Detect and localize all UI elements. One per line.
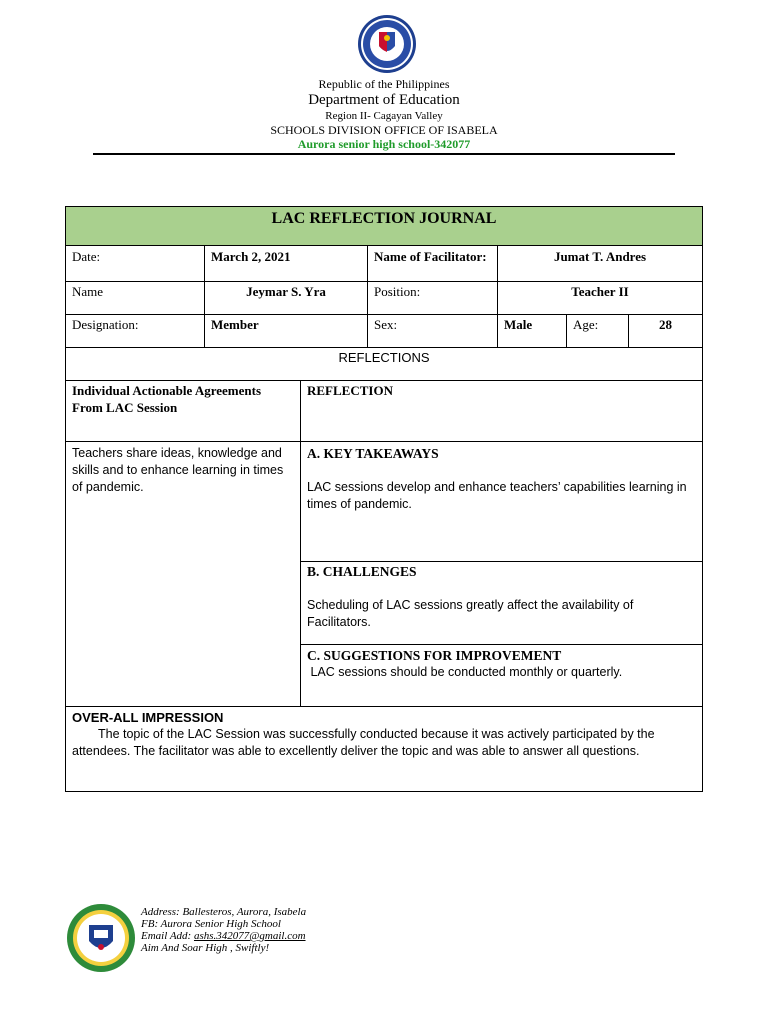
overall-impression-text: The topic of the LAC Session was successfully conducted because it was actively participated by the attendees. The facilitator was able to excellently deliver the topic and was able to answer all questions. <box>72 727 655 758</box>
designation-value: Member <box>211 317 259 332</box>
column-divider <box>628 314 629 347</box>
reflections-heading: REFLECTIONS <box>338 350 430 365</box>
reflection-heading: REFLECTION <box>307 383 393 398</box>
footer-address: Address: Ballesteros, Aurora, Isabela <box>141 906 307 918</box>
agreements-text: Teachers share ideas, knowledge and skills and to enhance learning in times of pandemic. <box>72 446 284 494</box>
name-value: Jeymar S. Yra <box>246 284 326 299</box>
challenges-text: Scheduling of LAC sessions greatly affect the availability of Facilitators. <box>307 598 634 629</box>
overall-impression-heading: OVER-ALL IMPRESSION <box>72 710 224 725</box>
region-line: Region II- Cagayan Valley <box>325 110 443 122</box>
column-divider <box>497 246 498 347</box>
republic-line: Republic of the Philippines <box>318 77 450 91</box>
column-divider <box>367 246 368 347</box>
suggestions-text: LAC sessions should be conducted monthly or quarterly. <box>307 665 623 679</box>
age-label: Age: <box>573 317 599 332</box>
footer-email-label: Email Add: <box>141 930 194 942</box>
designation-label: Designation: <box>72 317 139 332</box>
footer-email-line <box>141 930 306 942</box>
sex-value: Male <box>504 317 533 332</box>
division-line: SCHOOLS DIVISION OFFICE OF ISABELA <box>270 123 498 137</box>
reflection-journal-table <box>65 206 703 792</box>
challenges-heading: B. CHALLENGES <box>307 564 417 579</box>
agreements-heading: Individual Actionable Agreements From LAC Session <box>72 383 262 415</box>
sex-label: Sex: <box>374 317 398 332</box>
facilitator-label: Name of Facilitator: <box>374 249 487 264</box>
age-value: 28 <box>659 317 672 332</box>
school-logo <box>66 903 136 973</box>
column-divider <box>566 314 567 347</box>
deped-seal-logo <box>357 14 417 74</box>
row-divider <box>66 441 702 442</box>
header-divider <box>93 153 675 155</box>
date-value: March 2, 2021 <box>211 249 291 264</box>
key-takeaways-heading: A. KEY TAKEAWAYS <box>307 446 439 461</box>
date-label: Date: <box>72 249 101 264</box>
school-line: Aurora senior high school-342077 <box>297 137 471 151</box>
footer-motto: Aim And Soar High , Swiftly! <box>141 942 270 954</box>
column-divider <box>204 246 205 347</box>
name-label: Name <box>72 284 104 299</box>
letterhead <box>0 77 768 152</box>
position-value: Teacher II <box>571 284 629 299</box>
department-line: Department of Education <box>308 92 460 108</box>
key-takeaways-text: LAC sessions develop and enhance teachers’ capabilities learning in times of pandemic. <box>307 480 687 511</box>
position-label: Position: <box>374 284 421 299</box>
suggestions-heading: C. SUGGESTIONS FOR IMPROVEMENT <box>307 648 562 663</box>
footer-contact <box>141 906 306 954</box>
footer-fb: FB: Aurora Senior High School <box>141 918 281 930</box>
journal-title: LAC REFLECTION JOURNAL <box>66 207 702 246</box>
footer-email-link[interactable]: ashs.342077@gmail.com <box>193 930 306 942</box>
facilitator-value: Jumat T. Andres <box>553 249 647 264</box>
row-divider <box>300 644 702 645</box>
